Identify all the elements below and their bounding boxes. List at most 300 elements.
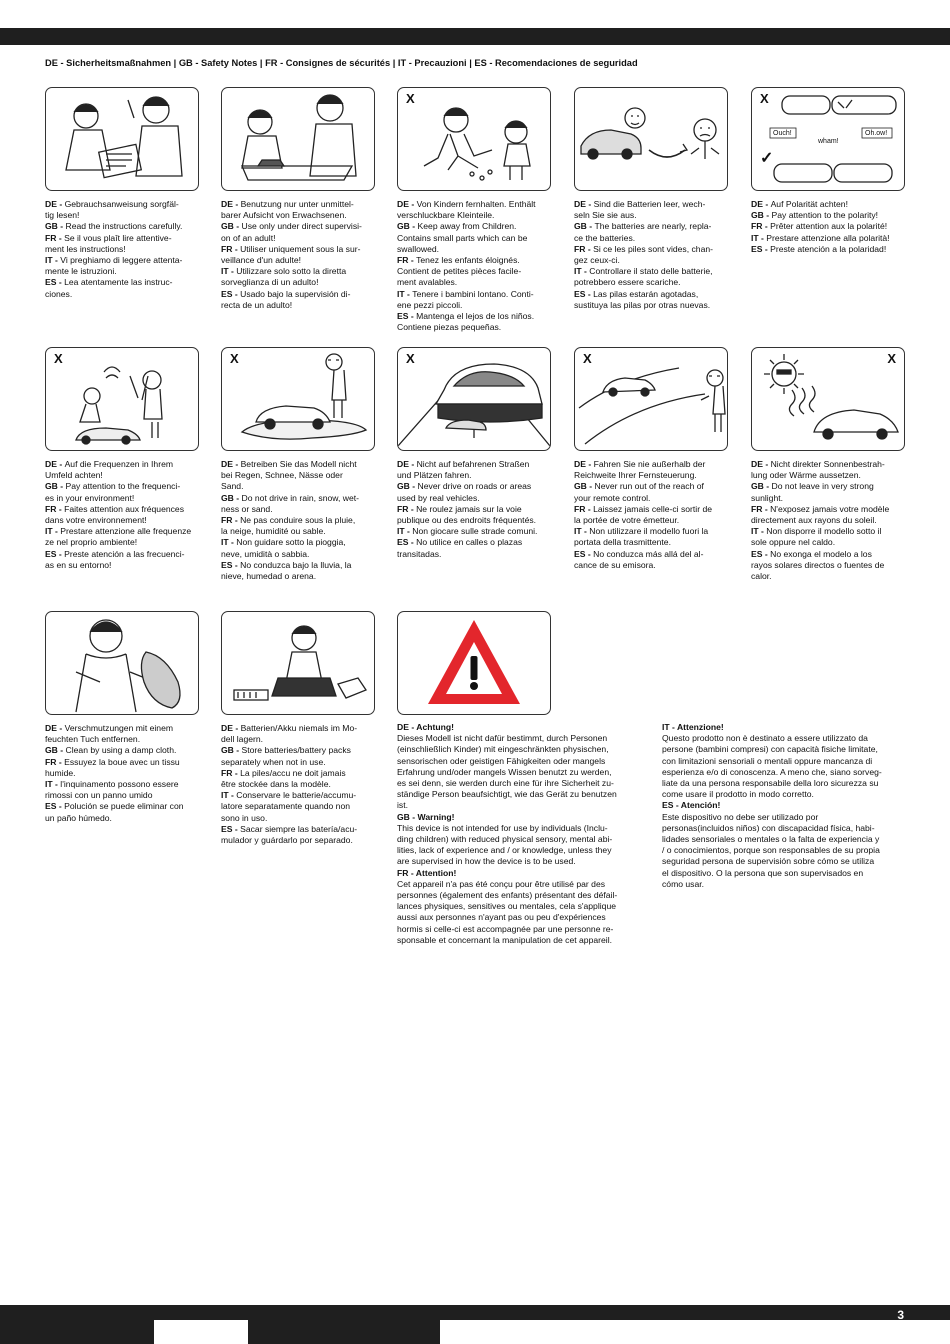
line-text: Contient de petites pièces facile-	[397, 266, 522, 277]
language-code: GB -	[221, 492, 242, 503]
text-line	[221, 199, 375, 210]
language-code: GB -	[574, 221, 595, 232]
line-text: come usare il prodotto in modo corretto.	[662, 789, 814, 800]
text-line	[45, 470, 199, 481]
cell-text	[221, 199, 375, 311]
language-code: FR -	[574, 503, 594, 514]
prohibited-mark: X	[760, 91, 769, 106]
language-code: ES -	[751, 548, 771, 559]
line-text: verschluckbare Kleinteile.	[397, 210, 495, 221]
illustration-weather	[221, 347, 375, 451]
line-text: ding children) with reduced physical sensory, mental abi-	[397, 834, 613, 845]
line-text: Umfeld achten!	[45, 470, 103, 481]
text-line	[221, 779, 375, 790]
text-line	[221, 221, 375, 232]
text-line	[45, 255, 199, 266]
language-code: FR -	[397, 503, 417, 514]
text-line	[662, 789, 905, 800]
line-text: Si ce les piles sont vides, chan-	[593, 243, 713, 254]
language-code: GB -	[751, 210, 772, 221]
line-text: your remote control.	[574, 492, 651, 503]
line-text: recta de un adulto!	[221, 299, 293, 310]
line-text: (einschließlich Kinder) mit eingeschränkten physischen,	[397, 744, 609, 755]
text-line	[397, 255, 551, 266]
line-text: es sei denn, sie werden durch eine für ihre Sicherheit zu-	[397, 778, 614, 789]
line-text: Non disporre il modello sotto il	[766, 526, 882, 537]
line-text: el dispositivo. O la persona que son supervisados en	[662, 867, 864, 878]
text-line	[751, 210, 905, 221]
safety-cell-battery-storage	[221, 611, 375, 846]
illustration-batteries-empty	[574, 87, 728, 191]
line-text: lances physiques, sensitives ou mentales, cela s'applique	[397, 901, 616, 912]
text-line	[751, 470, 905, 481]
text-line	[221, 255, 375, 266]
line-text: cómo usar.	[662, 878, 705, 889]
line-text: Pay attention to the polarity!	[771, 210, 879, 221]
language-code: ES -	[574, 548, 594, 559]
text-line	[662, 756, 905, 767]
line-text: neve, umidità o sabbia.	[221, 548, 310, 559]
line-text: Sind die Batterien leer, wech-	[593, 199, 706, 209]
language-code: IT -	[45, 526, 61, 537]
radio-interference-icon	[46, 348, 198, 450]
text-line	[221, 537, 375, 548]
text-line	[45, 734, 199, 745]
cell-text	[221, 459, 375, 582]
line-text: sustituya las pilas por otras nuevas.	[574, 299, 711, 310]
line-text: No exonga el modelo a los	[770, 548, 872, 559]
text-line	[397, 935, 641, 946]
language-code: ES -	[397, 537, 417, 548]
text-line	[45, 459, 199, 470]
language-code: DE - Achtung!	[397, 722, 454, 732]
illustration-read-instructions	[45, 87, 199, 191]
ouch-label: Ouch!	[773, 130, 792, 137]
reading-people-icon	[46, 88, 198, 190]
text-line	[221, 233, 375, 244]
language-code: FR -	[221, 767, 241, 778]
language-code: FR -	[751, 503, 771, 514]
text-line	[751, 221, 905, 232]
line-text: Polución se puede eliminar con	[64, 801, 184, 812]
line-text: separately when not in use.	[221, 756, 326, 767]
text-line	[397, 459, 551, 470]
text-line	[574, 233, 728, 244]
language-code: DE -	[751, 199, 771, 209]
line-text: used by real vehicles.	[397, 492, 480, 503]
language-code: GB -	[45, 745, 66, 756]
page-number: 3	[897, 1308, 904, 1322]
line-text: feuchten Tuch entfernen.	[45, 734, 141, 745]
line-text: seguridad persona de supervisión sobre cómo se utiliza	[662, 856, 875, 867]
language-code: FR -	[397, 255, 417, 266]
language-code: DE -	[221, 459, 241, 469]
language-code: DE -	[574, 459, 594, 469]
illustration-cleaning	[45, 611, 199, 715]
line-text: Las pilas estarán agotadas,	[593, 288, 699, 299]
text-line	[751, 537, 905, 548]
line-text: ze nel proprio ambiente!	[45, 537, 138, 548]
wet-road-car-icon	[222, 348, 374, 450]
language-code: IT -	[574, 526, 590, 537]
text-line	[221, 745, 375, 756]
text-line	[397, 233, 551, 244]
page-heading: DE - Sicherheitsmaßnahmen | GB - Safety Notes | FR - Consignes de sécurités | IT - Precauzioni | ES - Recomendaciones de seguridad	[45, 58, 638, 68]
language-code: IT -	[397, 288, 413, 299]
line-text: ciones.	[45, 288, 73, 299]
ohow-label: Oh.ow!	[865, 130, 888, 137]
text-line	[221, 790, 375, 801]
language-code: ES -	[751, 243, 771, 254]
supervision-icon	[222, 88, 374, 190]
line-text: Do not drive in rain, snow, wet-	[241, 492, 360, 503]
footer-white-block	[154, 1320, 248, 1344]
text-line	[397, 812, 641, 823]
line-text: personas(incluidos niños) con discapacidad física, habi-	[662, 822, 875, 833]
language-code: ES -	[397, 311, 417, 322]
line-text: Non guidare sotto la pioggia,	[236, 537, 346, 548]
language-code: GB -	[397, 221, 418, 232]
line-text: es in your environment!	[45, 492, 135, 503]
language-code: ES -	[221, 559, 241, 570]
language-code: GB -	[45, 481, 66, 492]
cell-text	[45, 459, 199, 571]
language-code: FR -	[45, 232, 65, 243]
text-line	[221, 734, 375, 745]
line-text: rayos solares directos o fuentes de	[751, 559, 885, 570]
text-line	[397, 901, 641, 912]
language-code: FR -	[574, 243, 594, 254]
text-line	[45, 549, 199, 560]
line-text: Prestare attenzione alla polarità!	[766, 232, 890, 243]
line-text: Auf die Frequenzen in Ihrem	[64, 459, 174, 469]
top-bar	[0, 28, 950, 45]
text-line	[45, 221, 199, 232]
prohibited-mark: X	[54, 351, 63, 366]
cell-text	[221, 723, 375, 846]
text-line	[574, 560, 728, 571]
language-code: ES -	[574, 288, 594, 299]
line-text: Non giocare sulle strade comuni.	[412, 526, 538, 537]
text-line	[221, 526, 375, 537]
text-line	[397, 778, 641, 789]
language-code: ES -	[221, 288, 241, 299]
text-line	[221, 504, 375, 515]
text-line	[397, 823, 641, 834]
line-text: mulador y guárdarlo por separado.	[221, 835, 353, 846]
text-line	[662, 800, 905, 811]
safety-cell-cleaning	[45, 611, 199, 824]
line-text: Cet appareil n'a pas été conçu pour être utilisé par des	[397, 878, 606, 889]
line-text: ment avalables.	[397, 277, 458, 288]
text-line	[751, 481, 905, 492]
line-text: Conservare le batterie/accumu-	[236, 790, 357, 801]
line-text: Utilizzare solo sotto la diretta	[236, 266, 347, 277]
text-line	[751, 244, 905, 255]
text-line	[397, 890, 641, 901]
text-line	[221, 470, 375, 481]
text-line	[662, 744, 905, 755]
language-code: FR -	[751, 221, 771, 232]
text-line	[45, 493, 199, 504]
text-line	[221, 549, 375, 560]
line-text: ist.	[397, 800, 408, 811]
line-text: un paño húmedo.	[45, 812, 112, 823]
text-line	[221, 801, 375, 812]
cell-text	[397, 459, 551, 560]
safety-cell-warning-sign	[397, 611, 551, 715]
text-line	[574, 549, 728, 560]
out-of-range-icon	[575, 348, 727, 450]
line-text: as en su entorno!	[45, 559, 112, 570]
text-line	[574, 526, 728, 537]
language-code: ES -	[221, 823, 241, 834]
line-text: Questo prodotto non è destinato a essere utilizzato da	[662, 733, 868, 744]
line-text: sponsable et concernant la manipulation de cet appareil.	[397, 934, 612, 945]
language-code: DE -	[574, 199, 594, 209]
line-text: publique ou des endroits fréquentés.	[397, 515, 537, 526]
text-line	[574, 459, 728, 470]
text-line	[662, 845, 905, 856]
line-text: Nicht auf befahrenen Straßen	[416, 459, 530, 469]
illustration-range	[574, 347, 728, 451]
line-text: / o conocimientos, porque son responsables de su propia	[662, 845, 880, 856]
text-line	[751, 515, 905, 526]
text-line	[221, 813, 375, 824]
prohibited-mark: X	[406, 351, 415, 366]
line-text: Usado bajo la supervisión di-	[240, 288, 351, 299]
text-line	[397, 868, 641, 879]
line-text: La piles/accu ne doit jamais	[240, 767, 346, 778]
language-code: DE -	[397, 199, 417, 209]
text-line	[45, 504, 199, 515]
line-text: Clean by using a damp cloth.	[65, 745, 177, 756]
warning-text-left	[397, 722, 641, 946]
text-line	[574, 289, 728, 300]
illustration-frequencies	[45, 347, 199, 451]
text-line	[751, 526, 905, 537]
text-line	[45, 233, 199, 244]
line-text: persone (bambini compresi) con capacità fisiche limitate,	[662, 744, 878, 755]
text-line	[574, 199, 728, 210]
line-text: liate da una persona responsabile della loro sicurezza su	[662, 778, 879, 789]
line-text: No utilice en calles o plazas	[416, 537, 523, 548]
text-line	[45, 768, 199, 779]
text-line	[221, 768, 375, 779]
text-line	[751, 549, 905, 560]
line-text: nieve, humedad o arena.	[221, 571, 317, 582]
battery-swap-icon	[575, 88, 727, 190]
text-line	[574, 266, 728, 277]
line-text: bei Regen, Schnee, Nässe oder	[221, 470, 343, 481]
line-text: potrebbero essere scariche.	[574, 277, 681, 288]
line-text: No conduzca bajo la lluvia, la	[240, 559, 352, 570]
language-code: GB -	[45, 221, 66, 232]
line-text: mente le istruzioni.	[45, 266, 117, 277]
line-text: Faites attention aux fréquences	[64, 503, 185, 514]
line-text: Auf Polarität achten!	[770, 199, 848, 209]
line-text: Preste atención a las frecuenci-	[64, 548, 185, 559]
language-code: IT -	[221, 790, 237, 801]
line-text: l'inquinamento possono essere	[60, 779, 179, 790]
text-line	[45, 515, 199, 526]
line-text: swallowed.	[397, 243, 440, 254]
line-text: latore separatamente quando non	[221, 801, 351, 812]
text-line	[397, 537, 551, 548]
line-text: ene pezzi piccoli.	[397, 299, 463, 310]
line-text: Reichweite Ihrer Fernsteuerung.	[574, 470, 697, 481]
line-text: Gebrauchsanweisung sorgfäl-	[64, 199, 179, 209]
line-text: This device is not intended for use by individuals (Inclu-	[397, 822, 608, 833]
text-line	[45, 745, 199, 756]
illustration-warning-sign	[397, 611, 551, 715]
line-text: Never drive on roads or areas	[417, 481, 532, 492]
text-line	[574, 537, 728, 548]
text-line	[397, 789, 641, 800]
text-line	[397, 504, 551, 515]
text-line	[397, 493, 551, 504]
warning-text-right	[662, 722, 905, 890]
text-line	[221, 210, 375, 221]
text-line	[751, 199, 905, 210]
cleaning-car-icon	[46, 612, 198, 714]
safety-cell-read-instructions	[45, 87, 199, 300]
language-code: DE -	[221, 723, 241, 733]
line-text: Erfahrung und/oder mangels Wissen benutzt zu werden,	[397, 766, 612, 777]
text-line	[397, 733, 641, 744]
language-code: GB -	[574, 481, 595, 492]
line-text: transitadas.	[397, 548, 442, 559]
text-line	[574, 244, 728, 255]
language-code: DE -	[45, 199, 65, 209]
line-text: la portée de votre émetteur.	[574, 515, 680, 526]
text-line	[397, 277, 551, 288]
text-line	[397, 756, 641, 767]
line-text: Batterien/Akku niemals im Mo-	[240, 723, 358, 733]
text-line	[397, 311, 551, 322]
line-text: ness or sand.	[221, 503, 273, 514]
text-line	[221, 300, 375, 311]
line-text: personnes (également des enfants) présentant des défail-	[397, 890, 618, 901]
language-code: DE -	[397, 459, 417, 469]
line-text: Sand.	[221, 481, 244, 492]
line-text: aussi aux personnes n'ayant pas ou peu d'expériences	[397, 912, 606, 923]
text-line	[397, 244, 551, 255]
text-line	[45, 757, 199, 768]
line-text: Controllare il stato delle batterie,	[589, 266, 713, 277]
battery-storage-icon	[222, 612, 374, 714]
line-text: Tenere i bambini lontano. Conti-	[412, 288, 534, 299]
language-code: IT -	[397, 526, 413, 537]
safety-cell-polarity	[751, 87, 905, 255]
illustration-polarity	[751, 87, 905, 191]
language-code: IT -	[45, 779, 61, 790]
line-text: sorveglianza di un adulto!	[221, 277, 319, 288]
text-line	[221, 459, 375, 470]
text-line	[397, 845, 641, 856]
language-code: DE -	[751, 459, 771, 469]
line-text: tig lesen!	[45, 210, 80, 221]
text-line	[397, 879, 641, 890]
text-line	[574, 470, 728, 481]
text-line	[397, 289, 551, 300]
safety-cell-roads	[397, 347, 551, 560]
text-line	[397, 481, 551, 492]
text-line	[221, 835, 375, 846]
prohibited-mark: X	[887, 351, 896, 366]
text-line	[221, 723, 375, 734]
line-text: Nicht direkter Sonnenbestrah-	[770, 459, 885, 469]
language-code: GB -	[221, 745, 242, 756]
line-text: Betreiben Sie das Modell nicht	[240, 459, 357, 469]
line-text: Sacar siempre las batería/acu-	[240, 823, 358, 834]
language-code: ES -	[45, 548, 65, 559]
text-line	[45, 779, 199, 790]
text-line	[45, 199, 199, 210]
line-text: lidades sensoriales o mentales o la falta de experiencia y	[662, 834, 880, 845]
text-line	[397, 767, 641, 778]
line-text: portata della trasmittente.	[574, 537, 671, 548]
safety-cell-batteries-empty	[574, 87, 728, 311]
line-text: Keep away from Children.	[417, 221, 517, 232]
line-text: Dieses Modell ist nicht dafür bestimmt, durch Personen	[397, 733, 608, 744]
line-text: dans votre environnement!	[45, 515, 147, 526]
line-text: directement aux rayons du soleil.	[751, 515, 877, 526]
text-line	[397, 722, 641, 733]
illustration-battery-storage	[221, 611, 375, 715]
text-line	[751, 233, 905, 244]
line-text: Read the instructions carefully.	[65, 221, 183, 232]
language-code: FR -	[45, 503, 65, 514]
text-line	[397, 924, 641, 935]
illustration-adult-supervision	[221, 87, 375, 191]
line-text: on of an adult!	[221, 232, 276, 243]
text-line	[662, 879, 905, 890]
line-text: cance de su emisora.	[574, 559, 656, 570]
text-line	[397, 199, 551, 210]
text-line	[662, 778, 905, 789]
wham-label: wham!	[818, 138, 839, 145]
line-text: Ne pas conduire sous la pluie,	[240, 515, 356, 526]
text-line	[397, 221, 551, 232]
text-line	[751, 560, 905, 571]
language-code: FR -	[221, 243, 241, 254]
line-text: Preste atención a la polaridad!	[770, 243, 887, 254]
line-text: rimossi con un panno umido	[45, 790, 153, 801]
prohibited-mark: X	[406, 91, 415, 106]
text-line	[221, 824, 375, 835]
line-text: Este dispositivo no debe ser utilizado por	[662, 811, 819, 822]
text-line	[397, 526, 551, 537]
text-line	[45, 790, 199, 801]
safety-cell-weather	[221, 347, 375, 582]
text-line	[45, 560, 199, 571]
language-code: DE -	[221, 199, 241, 209]
text-line	[574, 221, 728, 232]
cell-text	[751, 199, 905, 255]
text-line	[221, 571, 375, 582]
text-line	[221, 244, 375, 255]
text-line	[221, 757, 375, 768]
text-line	[397, 266, 551, 277]
language-code: DE -	[45, 459, 65, 469]
line-text: Ne roulez jamais sur la voie	[416, 503, 522, 514]
line-text: are supervised in how the device is to be used.	[397, 856, 576, 867]
line-text: No conduzca más allá del al-	[593, 548, 704, 559]
line-text: Vi preghiamo di leggere attenta-	[60, 255, 183, 266]
prohibited-mark: X	[583, 351, 592, 366]
text-line	[45, 801, 199, 812]
